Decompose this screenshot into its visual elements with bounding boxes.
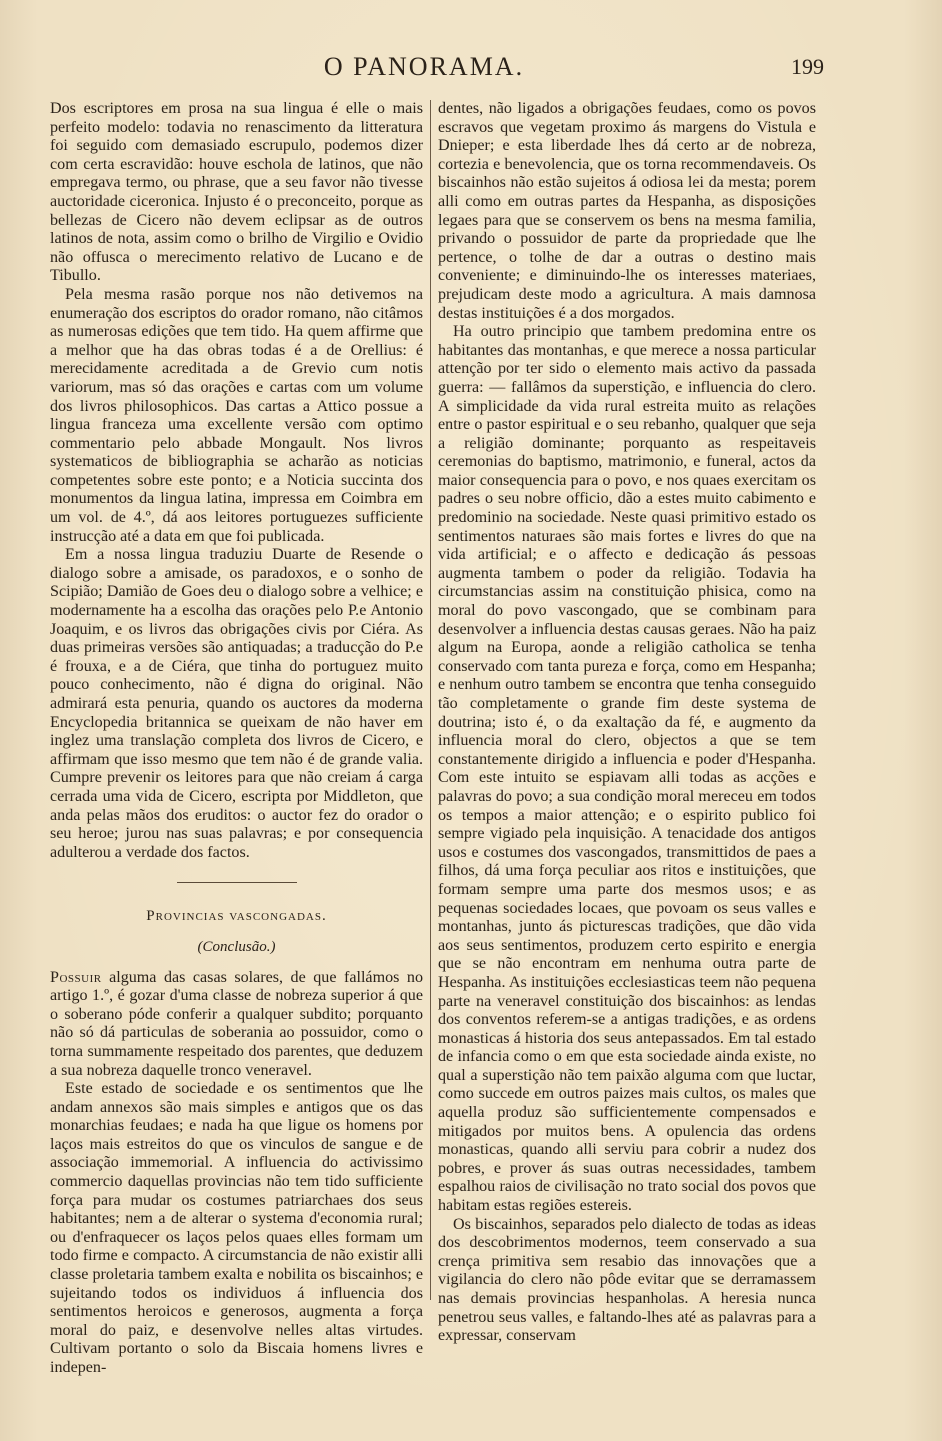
paragraph: Este estado de sociedade e os sentimentos que lhe andam annexos são mais simples e antigos que os das monarchias feudaes; e nada ha que ligue os homens por laços mais estreitos do que os vinculos de sangue e de associação immemorial. A influencia do activissimo commercio daquellas provincias não tem tido sufficiente força para mudar os costumes patriarchaes dos seus habitantes; nem a de alterar o systema d'economia rural; ou d'enfraquecer os laços pelos quaes elles formam um todo firme e compacto. A circumstancia de não existir alli classe proletaria tambem exalta e nobilita os biscainhos; e sujeitando todos os individuos á influencia dos sentimentos heroicos e generosos, augmenta a força moral do paiz, e desenvolve nelles altas virtudes. Cultivam portanto o solo da Biscaia homens livres e indepen-	[50, 1080, 423, 1376]
section-subtitle: (Conclusão.)	[197, 938, 276, 955]
lead-word: Possuir	[50, 968, 102, 986]
section-divider	[177, 882, 297, 883]
paragraph: Pela mesma rasão porque nos não detivemos na enumeração dos escriptos do orador romano, não citâmos as numerosas edições que tem tido. Ha quem affirme que a melhor que ha das obras todas é a de Orellius: é merecidamente acreditada a de Grevio cum notis variorum, mas só das orações e cartas com um volume dos livros philosophicos. Das cartas a Attico possue a lingua franceza uma excellente versão com optimo commentario pelo abbade Mongault. Nos livros systematicos de bibliographia se acharão as noticias competentes sobre este ponto; e a Noticia succinta dos monumentos da lingua latina, impressa em Coimbra em um vol. de 4.º, dá aos leitores portuguezes sufficiente instrucção até a data em que foi publicada.	[50, 285, 423, 545]
paragraph: Ha outro principio que tambem predomina entre os habitantes das montanhas, e que merece a nossa particular attenção por ter sido o elemento mais activo da passada guerra: — fallâmos da superstição, e influencia do clero. A simplicidade da vida rural estreita muito as relações entre o pastor espiritual e o seu rebanho, qualquer que seja a religião dominante; porquanto as respeitaveis ceremonias do baptismo, matrimonio, e funeral, actos da maior consequencia para o povo, e nos quaes exercitam os padres o seu nobre officio, dão a estes muito cabimento e predominio na sociedade. Neste quasi primitivo estado os sentimentos naturaes são mais fortes e livres do que na vida artificial; e o affecto e dedicação ás pessoas augmenta tambem o poder da religião. Todavia ha circumstancias assim na constituição phisica, como na moral do povo vascongado, que se combinam para desenvolver a influencia destas causas geraes. Não ha paiz algum na Europa, aonde a religião catholica se tenha conservado com tanta pureza e força, como em Hespanha; e nenhum outro tambem se encontra que tenha conseguido tão completamente o grande fim deste systema de doutrina; isto é, o da exaltação da fé, e augmento da influencia moral do clero, objectos a que se tem constantemente dirigido a influencia e poder d'Hespanha. Com este intuito se espiavam alli todas as acções e palavras do povo; a sua condição moral mereceu em todos os tempos a maior attenção; e o espirito publico foi sempre vigiado pela inquisição. A tenacidade dos antigos usos e costumes dos vascongados, transmittidos de paes a filhos, dá uma força peculiar aos ritos e instituições, que formam sempre uma parte dos mesmos usos; e as pequenas sociedades locaes, que povoam os seus valles e montanhas, junto ás picturescas tradições, que dão vida aos seus sentimentos, produzem certo espirito e energia que se não encontram em nenhuma outra parte de Hespanha. As instituições ecclesiasticas teem não pequena parte na veneravel constituição dos biscainhos: as lendas dos conventos referem-se a antigas tradições, e as ordens monasticas á historia dos seus antepassados. Em tal estado de infancia como o em que esta sociedade ainda existe, no qual a superstição não tem paixão alguma com que luctar, como succede em outros paizes mais cultos, os males que aquella produz são sufficientemente compensados e mitigados por muitos bens. A opulencia das ordens monasticas, quando alli serviu para cobrir a nudez dos pobres, e prover ás suas outras necessidades, tambem espalhou raios de civilisação no trato social dos povos que habitam estas regiões estereis.	[438, 323, 816, 1215]
page-number: 199	[791, 54, 824, 79]
section-title: Provincias vascongadas.	[146, 908, 327, 925]
paragraph: dentes, não ligados a obrigações feudaes, como os povos escravos que vegetam proximo ás margens do Vistula e Dnieper; e esta liberdade lhes dá certo ar de nobreza, cortezia e benevolencia, que os torna recommendaveis. Os biscainhos não estão sujeitos á odiosa lei da mesta; porem alli como em outras partes da Hespanha, as disposições legaes para que se conservem os bens na mesma familia, privando o possuidor de parte da propriedade que lhe pertence, o tolhe de dar a outras o destino mais conveniente; e diminuindo-lhe os interesses materiaes, prejudicam deste modo a agricultura. A mais damnosa destas instituições é a dos morgados.	[438, 100, 816, 322]
paragraph	[50, 969, 423, 1081]
column-rule	[430, 100, 431, 1300]
page-header	[24, 52, 824, 82]
journal-title: O PANORAMA.	[323, 52, 525, 81]
paragraph: Em a nossa lingua traduziu Duarte de Resende o dialogo sobre a amisade, os paradoxos, e o sonho de Scipião; Damião de Goes deu o dialogo sobre a velhice; e modernamente ha a escolha das orações pelo P.e Antonio Joaquim, e os livros das obrigações civis por Ciéra. As duas primeiras versões são antiquadas; a traducção do P.e é frouxa, e a de Ciéra, que tinha do portuguez muito pouco conhecimento, não é digna do original. Não admirará esta penuria, quando os auctores da moderna Encyclopedia britannica se queixam de não haver em inglez uma translação completa dos livros de Cicero, e affirmam que isso mesmo que tem não é de grande valia. Cumpre prevenir os leitores para que não creiam á carga cerrada uma vida de Cicero, escripta por Middleton, que anda pelas mãos dos eruditos: o auctor fez do orador o seu heroe; jurou nas suas palavras; e por consequencia adulterou a verdade dos factos.	[50, 546, 423, 861]
paragraph-text: alguma das casas solares, de que fallámos no artigo 1.º, é gozar d'uma classe de nobreza superior á que o soberano póde conferir a qualquer subdito; porquanto não só dá particulas de soberania ao possuidor, como o torna summamente respeitado dos parentes, que deduzem a sua nobreza daquelle tronco veneravel.	[50, 968, 423, 1079]
right-column	[438, 100, 816, 1346]
paragraph: Dos escriptores em prosa na sua lingua é elle o mais perfeito modelo: todavia no renascimento da litteratura foi seguido com demasiado escrupulo, podemos dizer com certa escravidão: houve eschola de latinos, que não empregava termo, ou phrase, que a seu favor não tivesse auctoridade ciceronica. Injusto é o preconceito, porque as bellezas de Cicero não devem eclipsar as de outros latinos de nota, assim como o brilho de Virgilio e Ovidio não offusca o merecimento relativo de Lucano e de Tibullo.	[50, 100, 423, 285]
left-column	[50, 100, 423, 1378]
paragraph: Os biscainhos, separados pelo dialecto de todas as ideas dos descobrimentos modernos, teem conservado a sua crença primitiva sem resabio das innovações que a vigilancia do clero não pôde evitar que se derramassem nas demais provincias hespanholas. A heresia nunca penetrou seus valles, e faltando-lhes até as palavras para a expressar, conservam	[438, 1215, 816, 1345]
